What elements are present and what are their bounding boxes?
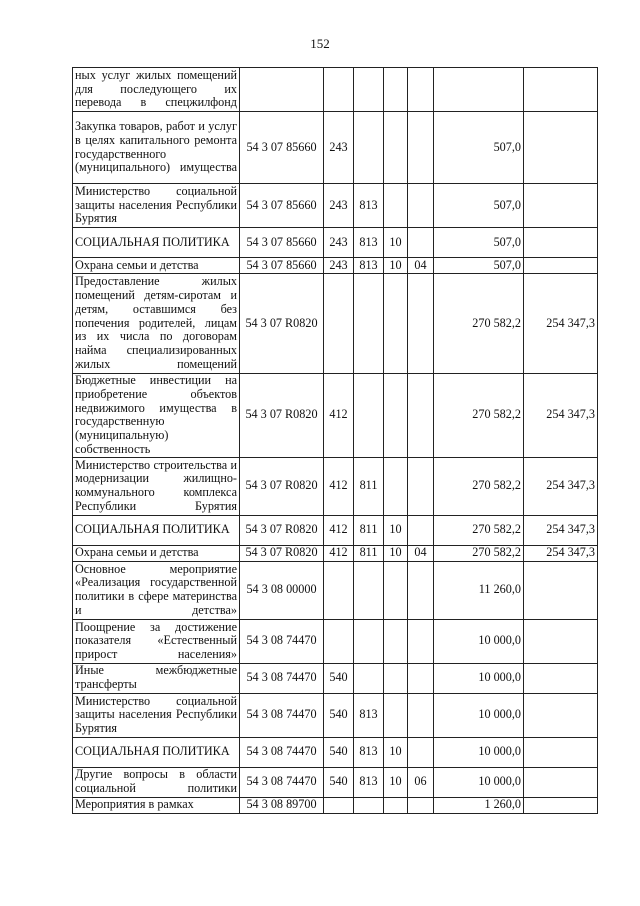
cell-ministry-code: 813 xyxy=(354,184,384,228)
cell-subsection xyxy=(408,68,434,112)
cell-expense-type xyxy=(324,797,354,813)
cell-section: 10 xyxy=(384,767,408,797)
table-row xyxy=(73,258,598,274)
cell-target-article: 54 3 08 74470 xyxy=(240,619,324,663)
table-row xyxy=(73,274,598,374)
cell-section: 10 xyxy=(384,228,408,258)
budget-table xyxy=(72,67,598,814)
cell-amount-2 xyxy=(524,663,598,693)
cell-section xyxy=(384,68,408,112)
cell-target-article: 54 3 08 74470 xyxy=(240,693,324,737)
cell-ministry-code xyxy=(354,112,384,184)
cell-ministry-code: 813 xyxy=(354,693,384,737)
cell-amount-2 xyxy=(524,68,598,112)
table-row xyxy=(73,515,598,545)
cell-target-article: 54 3 07 85660 xyxy=(240,258,324,274)
cell-row-name: СОЦИАЛЬНАЯ ПОЛИТИКА xyxy=(73,737,240,767)
table-row xyxy=(73,374,598,458)
cell-amount-2: 254 347,3 xyxy=(524,457,598,515)
cell-section xyxy=(384,112,408,184)
cell-subsection: 06 xyxy=(408,767,434,797)
cell-ministry-code: 813 xyxy=(354,737,384,767)
cell-amount-2 xyxy=(524,693,598,737)
cell-target-article: 54 3 07 R0820 xyxy=(240,545,324,561)
cell-subsection xyxy=(408,184,434,228)
cell-expense-type: 243 xyxy=(324,228,354,258)
cell-amount-2 xyxy=(524,258,598,274)
cell-target-article: 54 3 08 74470 xyxy=(240,737,324,767)
cell-amount-2: 254 347,3 xyxy=(524,274,598,374)
cell-section xyxy=(384,457,408,515)
cell-row-name: СОЦИАЛЬНАЯ ПОЛИТИКА xyxy=(73,228,240,258)
cell-section: 10 xyxy=(384,545,408,561)
cell-amount-2 xyxy=(524,737,598,767)
cell-row-name: Иные межбюджетные трансферты xyxy=(73,663,240,693)
cell-expense-type xyxy=(324,68,354,112)
cell-row-name: Другие вопросы в области социальной политики xyxy=(73,767,240,797)
cell-amount-1: 507,0 xyxy=(434,258,524,274)
cell-ministry-code xyxy=(354,374,384,458)
cell-row-name: Предоставление жилых помещений детям-сиротам и детям, оставшимся без попечения родителей, лицам из их числа по договорам найма специализированных жилых помещений xyxy=(73,274,240,374)
cell-expense-type: 412 xyxy=(324,374,354,458)
table-row xyxy=(73,545,598,561)
cell-subsection xyxy=(408,693,434,737)
cell-target-article xyxy=(240,68,324,112)
cell-amount-1: 1 260,0 xyxy=(434,797,524,813)
cell-amount-1: 10 000,0 xyxy=(434,663,524,693)
cell-row-name: Поощрение за достижение показателя «Естественный прирост населения» xyxy=(73,619,240,663)
cell-subsection xyxy=(408,274,434,374)
cell-amount-1 xyxy=(434,68,524,112)
cell-expense-type: 243 xyxy=(324,258,354,274)
cell-amount-1: 270 582,2 xyxy=(434,545,524,561)
table-row xyxy=(73,797,598,813)
cell-amount-1: 507,0 xyxy=(434,112,524,184)
cell-target-article: 54 3 07 85660 xyxy=(240,184,324,228)
cell-row-name: СОЦИАЛЬНАЯ ПОЛИТИКА xyxy=(73,515,240,545)
cell-amount-1: 270 582,2 xyxy=(434,374,524,458)
cell-section xyxy=(384,184,408,228)
cell-ministry-code xyxy=(354,68,384,112)
cell-subsection xyxy=(408,112,434,184)
cell-ministry-code: 811 xyxy=(354,545,384,561)
cell-target-article: 54 3 07 R0820 xyxy=(240,374,324,458)
cell-ministry-code: 813 xyxy=(354,258,384,274)
cell-amount-2 xyxy=(524,184,598,228)
cell-amount-2 xyxy=(524,561,598,619)
cell-amount-2: 254 347,3 xyxy=(524,545,598,561)
cell-target-article: 54 3 07 85660 xyxy=(240,112,324,184)
cell-row-name: Мероприятия в рамках xyxy=(73,797,240,813)
cell-amount-1: 507,0 xyxy=(434,228,524,258)
cell-subsection xyxy=(408,663,434,693)
cell-section xyxy=(384,797,408,813)
cell-subsection xyxy=(408,228,434,258)
cell-row-name: Бюджетные инвестиции на приобретение объектов недвижимого имущества в государственную (муниципальную) собственность xyxy=(73,374,240,458)
cell-expense-type: 540 xyxy=(324,663,354,693)
cell-amount-1: 10 000,0 xyxy=(434,619,524,663)
cell-expense-type: 412 xyxy=(324,545,354,561)
cell-row-name: Закупка товаров, работ и услуг в целях капитального ремонта государственного (муниципального) имущества xyxy=(73,112,240,184)
cell-ministry-code: 811 xyxy=(354,457,384,515)
cell-section xyxy=(384,274,408,374)
cell-target-article: 54 3 08 00000 xyxy=(240,561,324,619)
cell-target-article: 54 3 07 85660 xyxy=(240,228,324,258)
cell-section xyxy=(384,693,408,737)
cell-expense-type: 412 xyxy=(324,515,354,545)
cell-expense-type xyxy=(324,274,354,374)
cell-amount-1: 11 260,0 xyxy=(434,561,524,619)
cell-amount-2: 254 347,3 xyxy=(524,374,598,458)
table-row xyxy=(73,663,598,693)
cell-target-article: 54 3 08 89700 xyxy=(240,797,324,813)
table-row xyxy=(73,737,598,767)
cell-ministry-code: 813 xyxy=(354,767,384,797)
table-row xyxy=(73,767,598,797)
cell-section xyxy=(384,663,408,693)
cell-amount-1: 10 000,0 xyxy=(434,693,524,737)
cell-subsection xyxy=(408,515,434,545)
cell-target-article: 54 3 08 74470 xyxy=(240,663,324,693)
cell-target-article: 54 3 08 74470 xyxy=(240,767,324,797)
cell-subsection xyxy=(408,457,434,515)
cell-amount-2 xyxy=(524,619,598,663)
cell-amount-2 xyxy=(524,112,598,184)
cell-section: 10 xyxy=(384,737,408,767)
cell-expense-type: 540 xyxy=(324,767,354,797)
cell-amount-1: 270 582,2 xyxy=(434,515,524,545)
cell-row-name: Основное мероприятие «Реализация государственной политики в сфере материнства и детства» xyxy=(73,561,240,619)
table-row xyxy=(73,112,598,184)
table-row xyxy=(73,457,598,515)
cell-subsection xyxy=(408,737,434,767)
cell-row-name: Охрана семьи и детства xyxy=(73,545,240,561)
cell-ministry-code xyxy=(354,619,384,663)
cell-expense-type: 243 xyxy=(324,112,354,184)
cell-ministry-code xyxy=(354,663,384,693)
cell-amount-1: 270 582,2 xyxy=(434,457,524,515)
cell-expense-type: 540 xyxy=(324,737,354,767)
table-row xyxy=(73,619,598,663)
cell-expense-type: 540 xyxy=(324,693,354,737)
cell-amount-2 xyxy=(524,797,598,813)
cell-subsection xyxy=(408,374,434,458)
cell-subsection xyxy=(408,619,434,663)
cell-ministry-code xyxy=(354,797,384,813)
cell-amount-1: 507,0 xyxy=(434,184,524,228)
table-row xyxy=(73,68,598,112)
cell-subsection xyxy=(408,561,434,619)
table-row xyxy=(73,693,598,737)
cell-expense-type: 243 xyxy=(324,184,354,228)
page-number: 152 xyxy=(310,36,330,51)
cell-section: 10 xyxy=(384,515,408,545)
cell-row-name: Министерство социальной защиты населения Республики Бурятия xyxy=(73,693,240,737)
cell-amount-1: 10 000,0 xyxy=(434,737,524,767)
cell-subsection: 04 xyxy=(408,545,434,561)
cell-section xyxy=(384,561,408,619)
cell-row-name: Министерство социальной защиты населения Республики Бурятия xyxy=(73,184,240,228)
table-row xyxy=(73,228,598,258)
cell-expense-type xyxy=(324,561,354,619)
cell-ministry-code: 811 xyxy=(354,515,384,545)
cell-section: 10 xyxy=(384,258,408,274)
cell-row-name: Охрана семьи и детства xyxy=(73,258,240,274)
cell-ministry-code xyxy=(354,561,384,619)
table-row xyxy=(73,184,598,228)
table-row xyxy=(73,561,598,619)
cell-ministry-code xyxy=(354,274,384,374)
cell-amount-2 xyxy=(524,767,598,797)
cell-target-article: 54 3 07 R0820 xyxy=(240,457,324,515)
cell-subsection xyxy=(408,797,434,813)
cell-row-name: Министерство строительства и модернизации жилищно-коммунального комплекса Республики Бурятия xyxy=(73,457,240,515)
cell-expense-type: 412 xyxy=(324,457,354,515)
cell-subsection: 04 xyxy=(408,258,434,274)
cell-section xyxy=(384,374,408,458)
cell-target-article: 54 3 07 R0820 xyxy=(240,274,324,374)
cell-ministry-code: 813 xyxy=(354,228,384,258)
cell-expense-type xyxy=(324,619,354,663)
cell-amount-1: 270 582,2 xyxy=(434,274,524,374)
cell-target-article: 54 3 07 R0820 xyxy=(240,515,324,545)
cell-row-name: ных услуг жилых помещений для последующего их перевода в спецжилфонд xyxy=(73,68,240,112)
cell-amount-2: 254 347,3 xyxy=(524,515,598,545)
cell-amount-1: 10 000,0 xyxy=(434,767,524,797)
cell-section xyxy=(384,619,408,663)
cell-amount-2 xyxy=(524,228,598,258)
